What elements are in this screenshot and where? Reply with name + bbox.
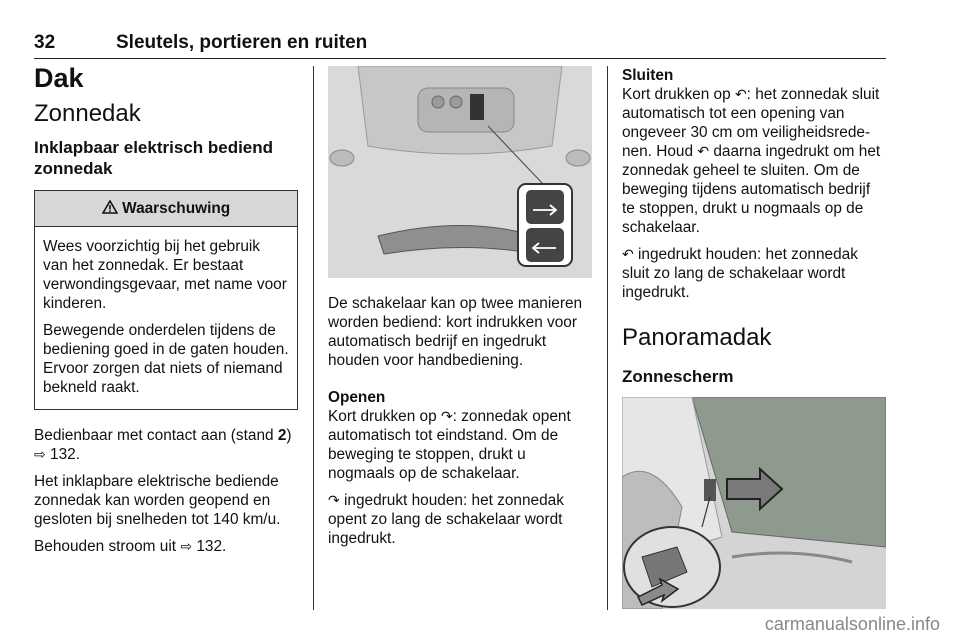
column-divider: [607, 66, 608, 610]
roof-open-icon: ↷: [440, 408, 453, 424]
warning-paragraph: Wees voorzichtig bij het gebruik van het zonnedak. Er bestaat verwondingsgevaar, met name voor kinderen.: [43, 237, 287, 312]
page-number: 32: [34, 32, 56, 53]
page-reference-arrow-icon: ⇨: [180, 537, 193, 554]
warning-title: Waarschuwing: [122, 199, 231, 217]
close-title: Sluiten: [622, 67, 674, 84]
column-middle: [328, 66, 592, 556]
roof-open-icon: ↷: [328, 492, 340, 508]
close-hold-paragraph: ↶ ingedrukt houden: het zonnedak sluit zo lang de schakelaar wordt ingedrukt.: [622, 246, 858, 301]
switch-illustration: [328, 66, 592, 278]
roof-close-icon: ↶: [622, 246, 634, 262]
warning-triangle-icon: [102, 200, 122, 217]
page-reference-arrow-icon: ⇨: [34, 445, 46, 462]
panorama-title: Panoramadak: [622, 324, 772, 351]
page-title: Dak: [34, 63, 84, 93]
open-title: Openen: [328, 389, 386, 406]
close-paragraph: Kort drukken op ↶: het zonnedak sluit automatisch tot een opening van ongeveer 30 cm om veiligheidsrede-nen. Houd ↶ daarna ingedrukt om het zonnedak geheel te sluiten. Om de beweging tijdens automatisch bedrijf te stoppen, drukt u nogmaals op de schakelaar.: [622, 86, 881, 236]
open-hold-paragraph: ↷ ingedrukt houden: het zonnedak opent zo lang de schakelaar wordt ingedrukt.: [328, 492, 564, 547]
column-left: [34, 62, 298, 564]
sunshade-illustration: [622, 397, 886, 609]
warning-box: [34, 190, 298, 410]
subsection-title: Inklapbaar elektrisch bediend zonnedak: [34, 138, 274, 179]
warning-header: [35, 191, 297, 227]
column-divider: [313, 66, 314, 610]
power-paragraph: Behouden stroom uit ⇨ 132.: [34, 537, 227, 555]
speed-paragraph: Het inklapbare elektrische bediende zonnedak kan worden geopend en gesloten bij snelheden tot 140 km/u.: [34, 472, 281, 528]
watermark: carmanualsonline.info: [764, 614, 940, 634]
open-paragraph: Kort drukken op ↷: zonnedak opent automatisch tot eindstand. Om de beweging te stoppen, drukt u nogmaals op de schakelaar.: [328, 408, 571, 482]
page-header: [34, 30, 886, 59]
sunshade-title: Zonnescherm: [622, 367, 734, 386]
roof-close-icon: ↶: [734, 86, 747, 102]
chapter-title: Sleutels, portieren en ruiten: [116, 32, 368, 53]
roof-close-icon: ↶: [697, 143, 710, 159]
column-right: [622, 66, 886, 609]
warning-paragraph: Bewegende onderdelen tijdens de bediening goed in de gaten houden. Ervoor zorgen dat niets of niemand bekneld raakt.: [43, 321, 289, 396]
section-title: Zonnedak: [34, 100, 141, 128]
switch-paragraph: De schakelaar kan op twee manieren worden bediend: kort indrukken voor automatisch bedrijf en ingedrukt houden voor handbediening.: [328, 295, 583, 369]
contact-paragraph: Bedienbaar met contact aan (stand 2) ⇨ 132.: [34, 426, 292, 463]
